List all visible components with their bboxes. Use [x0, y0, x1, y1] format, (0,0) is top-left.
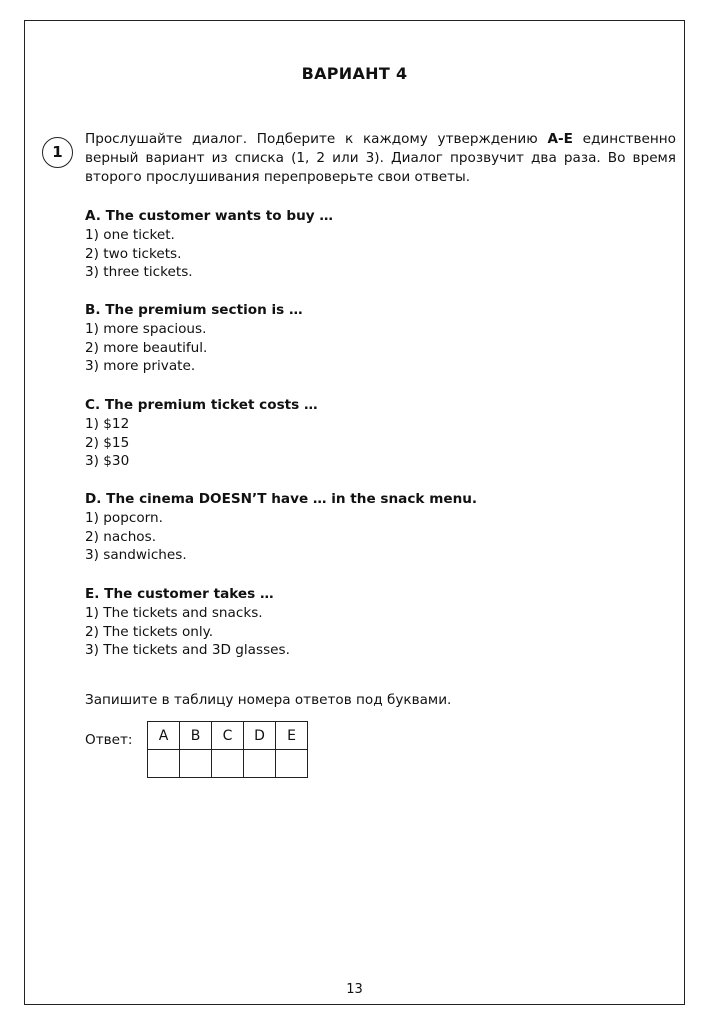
answer-letter: D [244, 722, 276, 750]
option: 3) The tickets and 3D glasses. [85, 642, 290, 659]
task-number-badge: 1 [42, 137, 73, 168]
option: 1) popcorn. [85, 509, 163, 526]
answer-cell-e[interactable] [276, 750, 308, 778]
option: 3) sandwiches. [85, 547, 187, 564]
option: 2) two tickets. [85, 245, 182, 262]
answer-cell-d[interactable] [244, 750, 276, 778]
option: 3) $30 [85, 453, 130, 470]
answer-table [147, 721, 308, 778]
answer-cells-row [148, 750, 308, 778]
option: 2) nachos. [85, 528, 157, 545]
option: 3) more private. [85, 358, 196, 375]
question-header: C. The premium ticket costs … [85, 397, 318, 413]
answer-letter: C [212, 722, 244, 750]
answer-letter: A [148, 722, 180, 750]
task-instructions [85, 130, 676, 187]
question-header: E. The customer takes … [85, 586, 274, 602]
answer-letters-row [148, 722, 308, 750]
option: 1) $12 [85, 415, 130, 432]
answer-letter: B [180, 722, 212, 750]
option: 1) one ticket. [85, 226, 175, 243]
page-number: 13 [346, 982, 363, 997]
question-header: A. The customer wants to buy … [85, 208, 333, 224]
answer-cell-a[interactable] [148, 750, 180, 778]
option: 2) The tickets only. [85, 623, 214, 640]
question-a [85, 207, 675, 282]
question-header: D. The cinema DOESN’T have … in the snack menu. [85, 491, 478, 507]
question-e [85, 585, 675, 660]
option: 2) $15 [85, 434, 130, 451]
instruction-letters: A-E [547, 131, 573, 147]
answer-letter: E [276, 722, 308, 750]
question-d [85, 490, 675, 565]
instruction-text-start: Прослушайте диалог. Подберите к каждому утверждению [85, 131, 548, 147]
option: 1) more spacious. [85, 320, 207, 337]
instruction-text-end: единственно верный вариант из списка (1, 2 или 3). Диалог прозвучит два раза. Во время второго прослушивания перепроверьте свои ответы. [85, 131, 676, 185]
option: 1) The tickets and snacks. [85, 604, 263, 621]
option: 2) more beautiful. [85, 339, 208, 356]
question-b [85, 301, 675, 376]
answer-cell-c[interactable] [212, 750, 244, 778]
page-title: ВАРИАНТ 4 [301, 64, 408, 83]
question-c [85, 396, 675, 471]
question-header: B. The premium section is … [85, 302, 303, 318]
answer-cell-b[interactable] [180, 750, 212, 778]
option: 3) three tickets. [85, 264, 193, 281]
answer-instruction: Запишите в таблицу номера ответов под буквами. [85, 692, 452, 708]
answer-label: Ответ: [85, 732, 133, 748]
